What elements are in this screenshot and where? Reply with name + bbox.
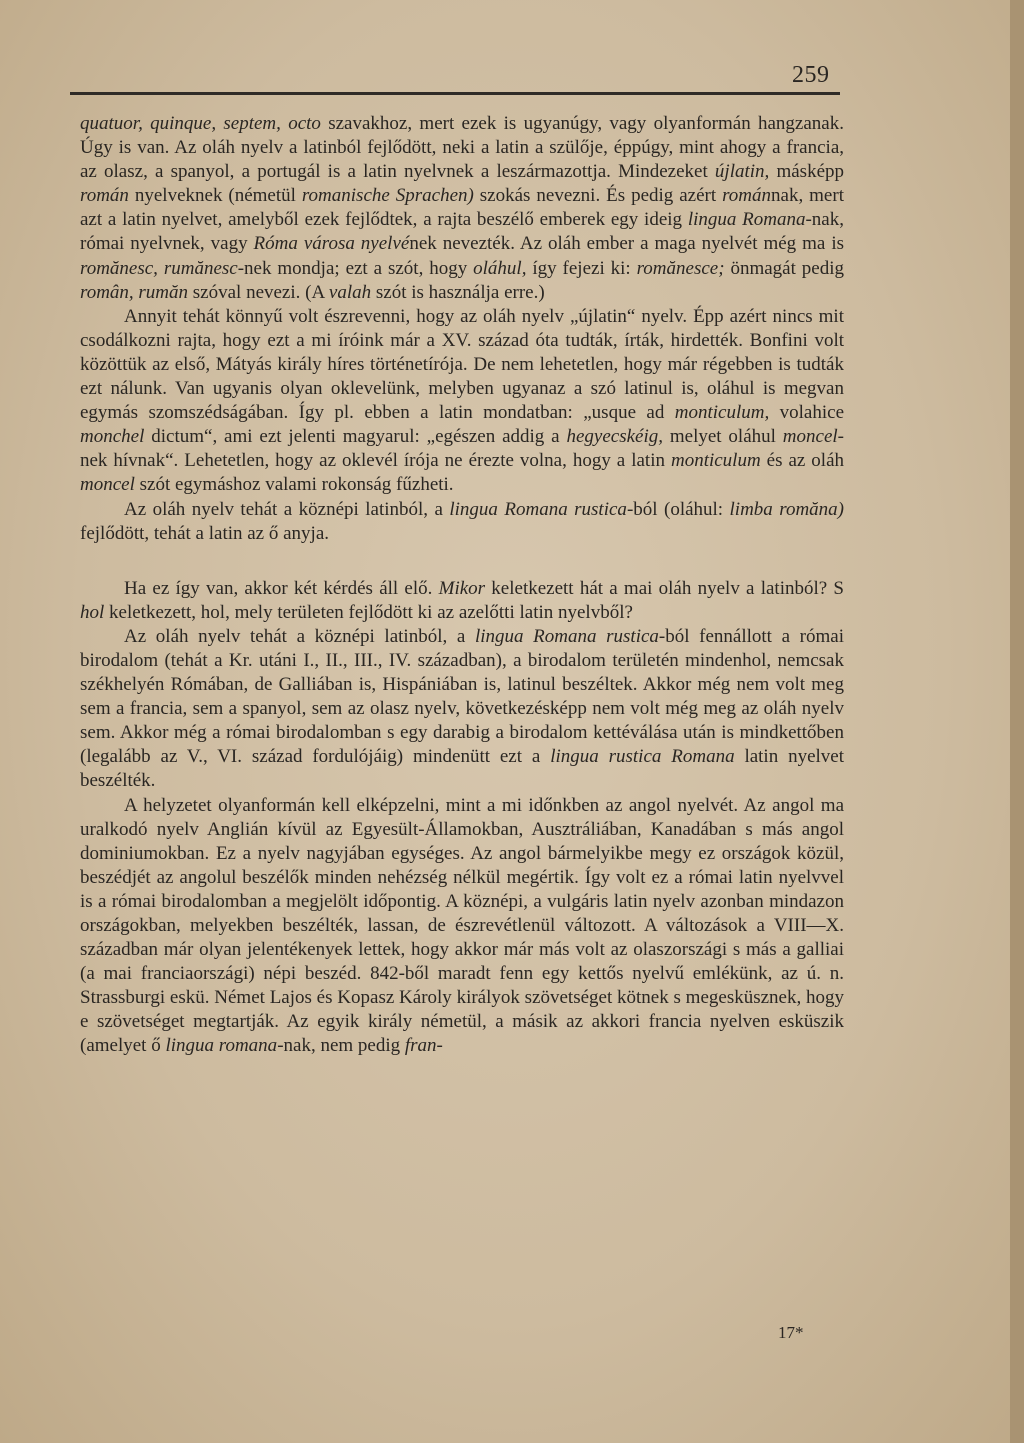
italic-text: Mikor	[438, 577, 486, 599]
italic-text: romănesce;	[636, 257, 725, 279]
italic-text: valah	[328, 281, 372, 303]
text-run: -nak, római nyelvnek, vagy	[80, 209, 844, 255]
italic-text: lingua romana	[165, 1035, 278, 1057]
printer-signature: 17*	[778, 1323, 804, 1342]
paragraph	[80, 112, 844, 305]
text-run: szokás nevezni. És pedig azért	[473, 185, 723, 207]
page-edge-shadow	[1010, 0, 1024, 1443]
italic-text: román	[722, 185, 772, 207]
paragraph	[80, 794, 844, 1059]
italic-text: lingua Romana rustica	[449, 498, 627, 520]
italic-text: monticulum,	[674, 402, 770, 424]
paragraph	[80, 577, 844, 625]
paragraph	[80, 305, 844, 498]
paragraph	[80, 625, 844, 794]
text-run: dictum“, ami ezt jelenti magyarul: „egészen addig a	[144, 426, 567, 448]
italic-text: quatuor, quinque, septem, octo	[80, 113, 321, 134]
text-run: keletkezett hát a mai oláh nyelv a latinból? S	[485, 577, 845, 599]
text-run: szót egymáshoz valami rokonság fűzheti.	[134, 474, 454, 496]
header-rule	[70, 92, 840, 95]
text-run: -nek hívnak“. Lehetetlen, hogy az oklevél írója ne érezte volna, hogy a latin	[80, 426, 844, 472]
italic-text: monchel	[80, 426, 145, 448]
page-number: 259	[792, 62, 830, 88]
text-run: melyet oláhul	[663, 426, 783, 448]
italic-text: oláhul,	[473, 257, 527, 279]
text-run: szót is használja erre.)	[371, 281, 545, 303]
italic-text: român, rumăn	[80, 281, 189, 303]
italic-text: lingua Romana	[687, 209, 806, 231]
text-run: Annyit tehát könnyű volt észrevenni, hogy az oláh nyelv „újlatin“ nyelv. Épp azért nincs mit csodálkozni rajta, hogy ezt a mi íróink már a XV. század óta tudták, írták, hirdették. Bonfini volt közöttük az első, Mátyás király híres történetírója. De nem lehetetlen, hogy már régebben is tudták ezt nálunk. Van ugyanis olyan oklevelünk, melyben ugyanaz a szó latinul is, oláhul is megvan egymás szomszédságában. Így pl. ebben a latin mondatban: „usque ad	[80, 305, 844, 424]
text-run: fejlődött, tehát a latin az ő anyja.	[80, 522, 330, 544]
text-run: Az oláh nyelv tehát a köznépi latinból, a	[124, 498, 450, 520]
paragraph	[80, 498, 844, 546]
text-run: Az oláh nyelv tehát a köznépi latinból, a	[124, 625, 475, 647]
italic-text: Róma városa nyelvé	[253, 233, 410, 255]
italic-text: hegyecskéig,	[566, 426, 663, 448]
italic-text: lingua rustica Romana	[550, 746, 735, 768]
text-run: latin nyelvet beszélték.	[80, 746, 844, 792]
text-run: nyelveknek (németül	[128, 185, 302, 207]
italic-text: limba romăna)	[729, 498, 844, 520]
italic-text: újlatin,	[714, 161, 770, 183]
text-run: így fejezi ki:	[526, 257, 637, 279]
text-run: volahice	[769, 402, 845, 424]
italic-text: román	[80, 185, 129, 207]
text-run: önmagát pedig	[724, 257, 845, 279]
text-run: másképp	[769, 161, 844, 183]
text-run: -ból (oláhul:	[626, 498, 730, 520]
italic-text: monticulum	[670, 450, 761, 472]
italic-text: fran-	[404, 1035, 443, 1057]
text-run: Ha ez így van, akkor két kérdés áll elő.	[124, 577, 439, 599]
text-run: nak, mert azt a latin nyelvet, amelyből ezek fejlődtek, a rajta beszélő emberek egy ideig	[80, 185, 844, 231]
text-run: -ból fennállott a római birodalom (tehát a Kr. utáni I., II., III., IV. században), a birodalom területén mindenhol, nemcsak székhelyén Rómában, de Galliában is, Hispániában is, latinul beszéltek. Akkor még nem volt meg sem a francia, sem a spanyol, sem az olasz nyelv, következésképp nem volt még meg az oláh nyelv sem. Akkor még a római birodalomban s egy darabig a birodalom kettéválása után is mindkettőben (legalább az V., VI. század fordulójáig) mindenütt ezt a	[80, 625, 844, 768]
text-run: keletkezett, hol, mely területen fejlődött ki az azelőtti latin nyelvből?	[104, 601, 633, 623]
text-run: A helyzetet olyanformán kell elképzelni, mint a mi időnkben az angol nyelvét. Az angol ma uralkodó nyelv Anglián kívül az Egyesült-Államokban, Ausztráliában, Kanadában s más angol dominiumokban. Ez a nyelv nagyjában egységes. Az angol bármelyikbe megy ez országok közül, beszédjét az angolul beszélők minden nehézség nélkül megértik. Így volt ez a római latin nyelvvel is a római birodalomban a megjelölt időpontig. A köznépi, a vulgáris latin nyelv azonban mindazon országokban, melyekben beszélték, lassan, de észrevétlenül változott. A változások a VIII—X. században már olyan jelentékenyek lettek, hogy akkor már más volt az olaszországi s más a galliai (a mai franciaországi) népi beszéd. 842-ből maradt fenn egy kettős nyelvű emlékünk, az ú. n. Strassburgi eskü. Német Lajos és Kopasz Károly királyok szövetséget kötnek s megesküsznek, hogy e szövetséget megtartják. Az egyik király németül, a másik az akkori francia nyelven esküszik (amelyet ő	[80, 794, 844, 1057]
text-run: -nek mondja; ezt a szót, hogy	[237, 257, 474, 279]
italic-text: moncel	[80, 474, 135, 496]
italic-text: hol	[80, 601, 105, 623]
text-run: -nak, nem pedig	[277, 1035, 405, 1057]
italic-text: romanische Sprachen)	[301, 185, 474, 207]
italic-text: moncel	[782, 426, 838, 448]
text-run: szóval nevezi. (A	[188, 281, 329, 303]
text-run: nek nevezték. Az oláh ember a maga nyelvét még ma is	[409, 233, 844, 255]
text-body	[80, 112, 844, 1059]
italic-text: lingua Romana rustica	[474, 625, 659, 647]
text-run: és az oláh	[760, 450, 845, 472]
text-run: szavakhoz, mert ezek is ugyanúgy, vagy olyanformán hangzanak. Úgy is van. Az oláh nyelv a latinból fejlődött, neki a latin a szülője, éppúgy, mint ahogy a francia, az olasz, a spanyol, a portugál is a latin nyelvnek a leszármazottja. Mindezeket	[80, 113, 844, 183]
italic-text: romănesc, rumănesc	[80, 257, 238, 279]
